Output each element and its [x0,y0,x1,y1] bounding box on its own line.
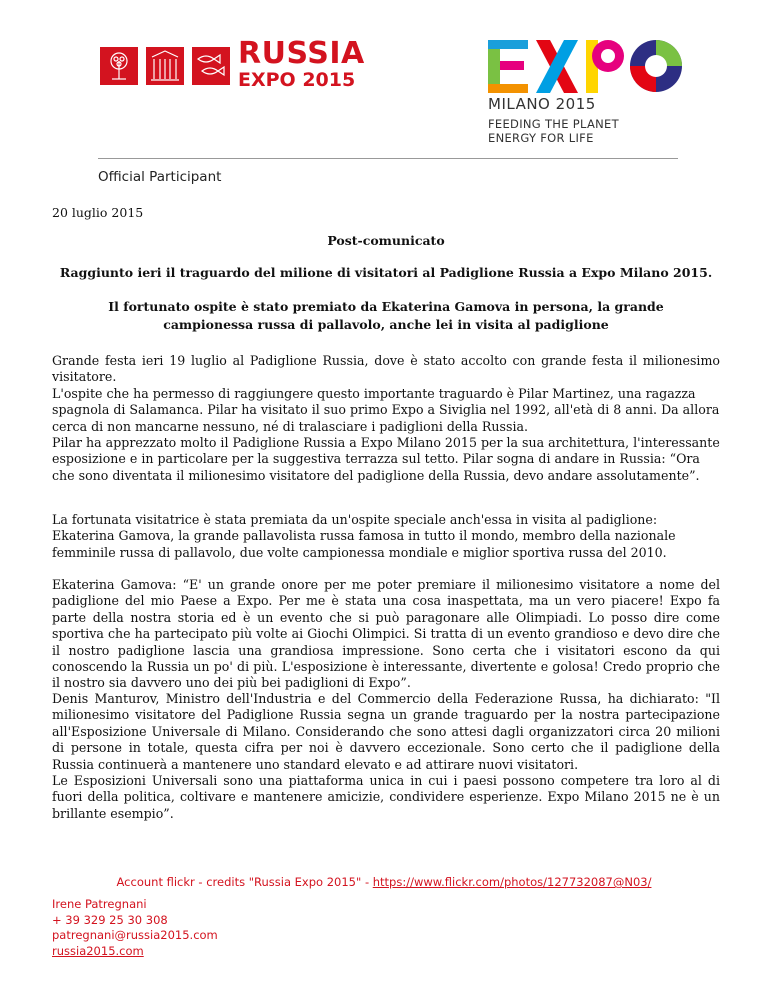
paragraph: La fortunata visitatrice è stata premiata da un'ospite speciale anch'essa in visita al padiglione: Ekaterina Gamova, la grande pallavolista russa famosa in tutto il mondo, membro della nazionale femminile russa di pallavolo, due volte campionessa mondiale e miglior sportiva russa del 2010. [52,512,676,560]
contact-email[interactable]: patregnani@russia2015.com [52,928,218,942]
official-participant: Official Participant [98,169,222,185]
paragraph: Grande festa ieri 19 luglio al Padiglione Russia, dove è stato accolto con grande festa il milionesimo visitatore. [52,353,720,385]
flickr-link[interactable]: https://www.flickr.com/photos/127732087@N03/ [372,875,652,889]
russia-logo-subtitle: EXPO 2015 [238,69,356,91]
paragraph-block-2 [52,512,720,561]
expo-tagline-2: ENERGY FOR LIFE [488,131,594,145]
russia-logo-tile-tree [100,47,138,85]
paragraph: L'ospite che ha permesso di raggiungere questo importante traguardo è Pilar Martinez, una ragazza spagnola di Salamanca. Pilar ha visitato il suo primo Expo a Siviglia nel 1992, all'età di 8 anni. Da allora cerca di non mancarne nessuno, né di tralasciare i padiglioni della Russia. [52,385,720,434]
russia-logo-tile-pattern [146,47,184,85]
paragraph-block-4 [52,691,720,822]
flickr-credits [0,875,768,889]
paragraph-block-1 [52,353,720,484]
paragraph: Pilar ha apprezzato molto il Padiglione Russia a Expo Milano 2015 per la sua architettura, l'interessante esposizione e in particolare per la suggestiva terrazza sul tetto. Pilar sogna di andare in Russia: “Ora che sono diventata il milionesimo visitatore del padiglione della Russia, devo andare assolutamente”. [52,435,720,483]
paragraph-block-3 [52,577,720,692]
paragraph: Denis Manturov, Ministro dell'Industria e del Commercio della Federazione Russa, ha dichiarato: "Il milionesimo visitatore del Padiglione Russia segna un grande traguardo per la nostra partecipazione all'Esposizione Universale di Milano. Considerando che sono attesi dagli organizzatori circa 20 milioni di persone in totale, questa cifra per noi è davvero eccezionale. Sono certo che il padiglione della Russia continuerà a mantenere uno standard elevato e ad attirare nuovi visitatori. [52,691,720,772]
document-label: Post-comunicato [327,233,445,248]
document-headline: Raggiunto ieri il traguardo del milione di visitatori al Padiglione Russia a Expo Milano 2015. [59,265,713,280]
header-divider [98,158,678,159]
expo-milano-logo [486,36,682,96]
document-date: 20 luglio 2015 [52,205,144,220]
contact-site-link[interactable]: russia2015.com [52,943,144,958]
expo-city: MILANO 2015 [488,95,596,113]
expo-tagline-1: FEEDING THE PLANET [488,117,619,131]
paragraph: Le Esposizioni Universali sono una piattaforma unica in cui i paesi possono competere tra loro al di fuori della politica, coltivare e mantenere amicizie, condividere esperienze. Expo Milano 2015 ne è un brillante esempio”. [52,773,720,821]
contact-phone: + 39 329 25 30 308 [52,912,168,927]
paragraph: Ekaterina Gamova: “E' un grande onore per me poter premiare il milionesimo visitatore a nome del padiglione del mio Paese a Expo. Per me è stata una cosa inaspettata, ma un vero piacere! Expo fa parte della nostra storia ed è un evento che si può paragonare alle Olimpiadi. Lo posso dire come sportiva che ha partecipato più volte ai Giochi Olimpici. Si tratta di un evento grandioso e devo dire che il nostro padiglione lascia una grandiosa impressione. Sono certa che i visitatori escono da qui conoscendo la Russia un po' di più. L'esposizione è interessante, divertente e golosa! Credo proprio che il nostro sia davvero uno dei più bei padiglioni di Expo”. [52,577,720,691]
credits-text: Account flickr - credits "Russia Expo 2015" - [116,875,373,889]
russia-logo-tile-fish [192,47,230,85]
document-subheadline: Il fortunato ospite è stato premiato da Ekaterina Gamova in persona, la grande campionessa russa di pallavolo, anche lei in visita al padiglione [108,299,664,332]
contact-name: Irene Patregnani [52,897,147,911]
press-contact [52,897,218,959]
russia-logo-title: RUSSIA [238,36,365,71]
